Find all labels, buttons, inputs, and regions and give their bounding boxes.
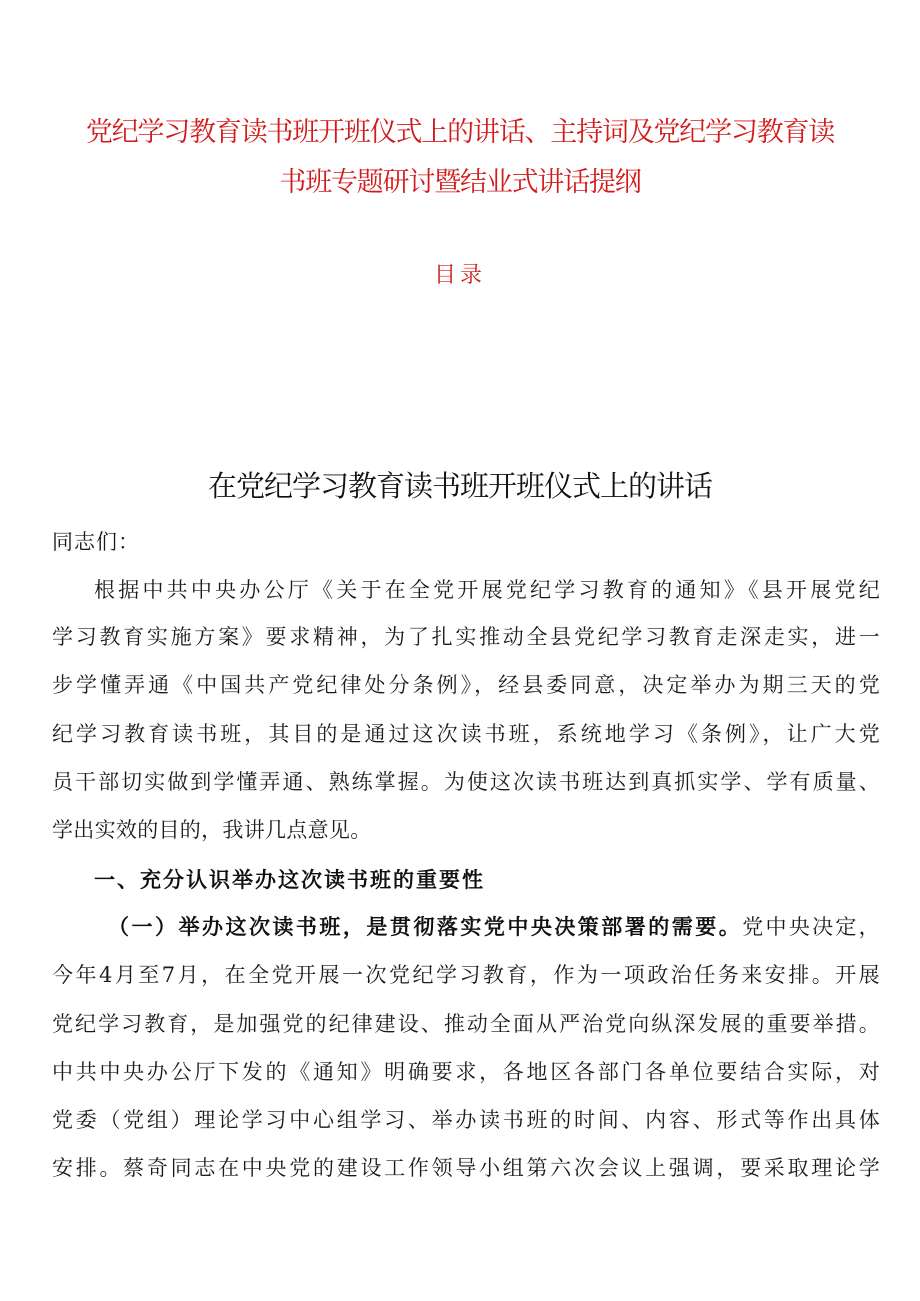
subsection-1-lead: （一）举办这次读书班，是贯彻落实党中央决策部署的需要。 — [108, 915, 743, 939]
paragraph-1-line-6: 学出实效的目的，我讲几点意见。 — [52, 818, 372, 842]
salutation: 同志们： — [52, 530, 140, 554]
speech-title: 在党纪学习教育读书班开班仪式上的讲话 — [207, 469, 712, 503]
paragraph-1-line-4: 纪学习教育读书班，其目的是通过这次读书班，系统地学习《条例》，让广大党 — [52, 722, 880, 746]
paragraph-2-line-2: 党纪学习教育，是加强党的纪律建设、推动全面从严治党向纵深发展的重要举措。 — [52, 1012, 880, 1036]
toc-heading: 目录 — [433, 263, 486, 288]
document-title-line-2: 书班专题研讨暨结业式讲话提纲 — [279, 167, 641, 198]
paragraph-2-line-3: 中共中央办公厅下发的《通知》明确要求，各地区各部门各单位要结合实际，对 — [52, 1060, 880, 1084]
paragraph-1-line-5: 员干部切实做到学懂弄通、熟练掌握。为使这次读书班达到真抓实学、学有质量、 — [52, 770, 880, 794]
document-title — [40, 108, 880, 208]
section-1-heading: 一、充分认识举办这次读书班的重要性 — [94, 868, 485, 892]
document-title-line-1: 党纪学习教育读书班开班仪式上的讲话、主持词及党纪学习教育读 — [85, 117, 835, 148]
paragraph-1-line-2: 学习教育实施方案》要求精神，为了扎实推动全县党纪学习教育走深走实，进一 — [52, 625, 880, 649]
paragraph-1-line-3: 步学懂弄通《中国共产党纪律处分条例》，经县委同意，决定举办为期三天的党 — [52, 673, 880, 697]
subsection-1-first-rest: 党中央决定， — [742, 915, 880, 939]
paragraph-2-line-1: 今年4月至7月，在全党开展一次党纪学习教育，作为一项政治任务来安排。开展 — [52, 963, 880, 987]
paragraph-1-line-1: 根据中共中央办公厅《关于在全党开展党纪学习教育的通知》《县开展党纪 — [94, 578, 880, 602]
paragraph-2-line-5: 安排。蔡奇同志在中央党的建设工作领导小组第六次会议上强调，要采取理论学 — [52, 1156, 880, 1180]
paragraph-2-line-4: 党委（党组）理论学习中心组学习、举办读书班的时间、内容、形式等作出具体 — [52, 1108, 880, 1132]
subsection-1-first-line — [108, 909, 880, 945]
